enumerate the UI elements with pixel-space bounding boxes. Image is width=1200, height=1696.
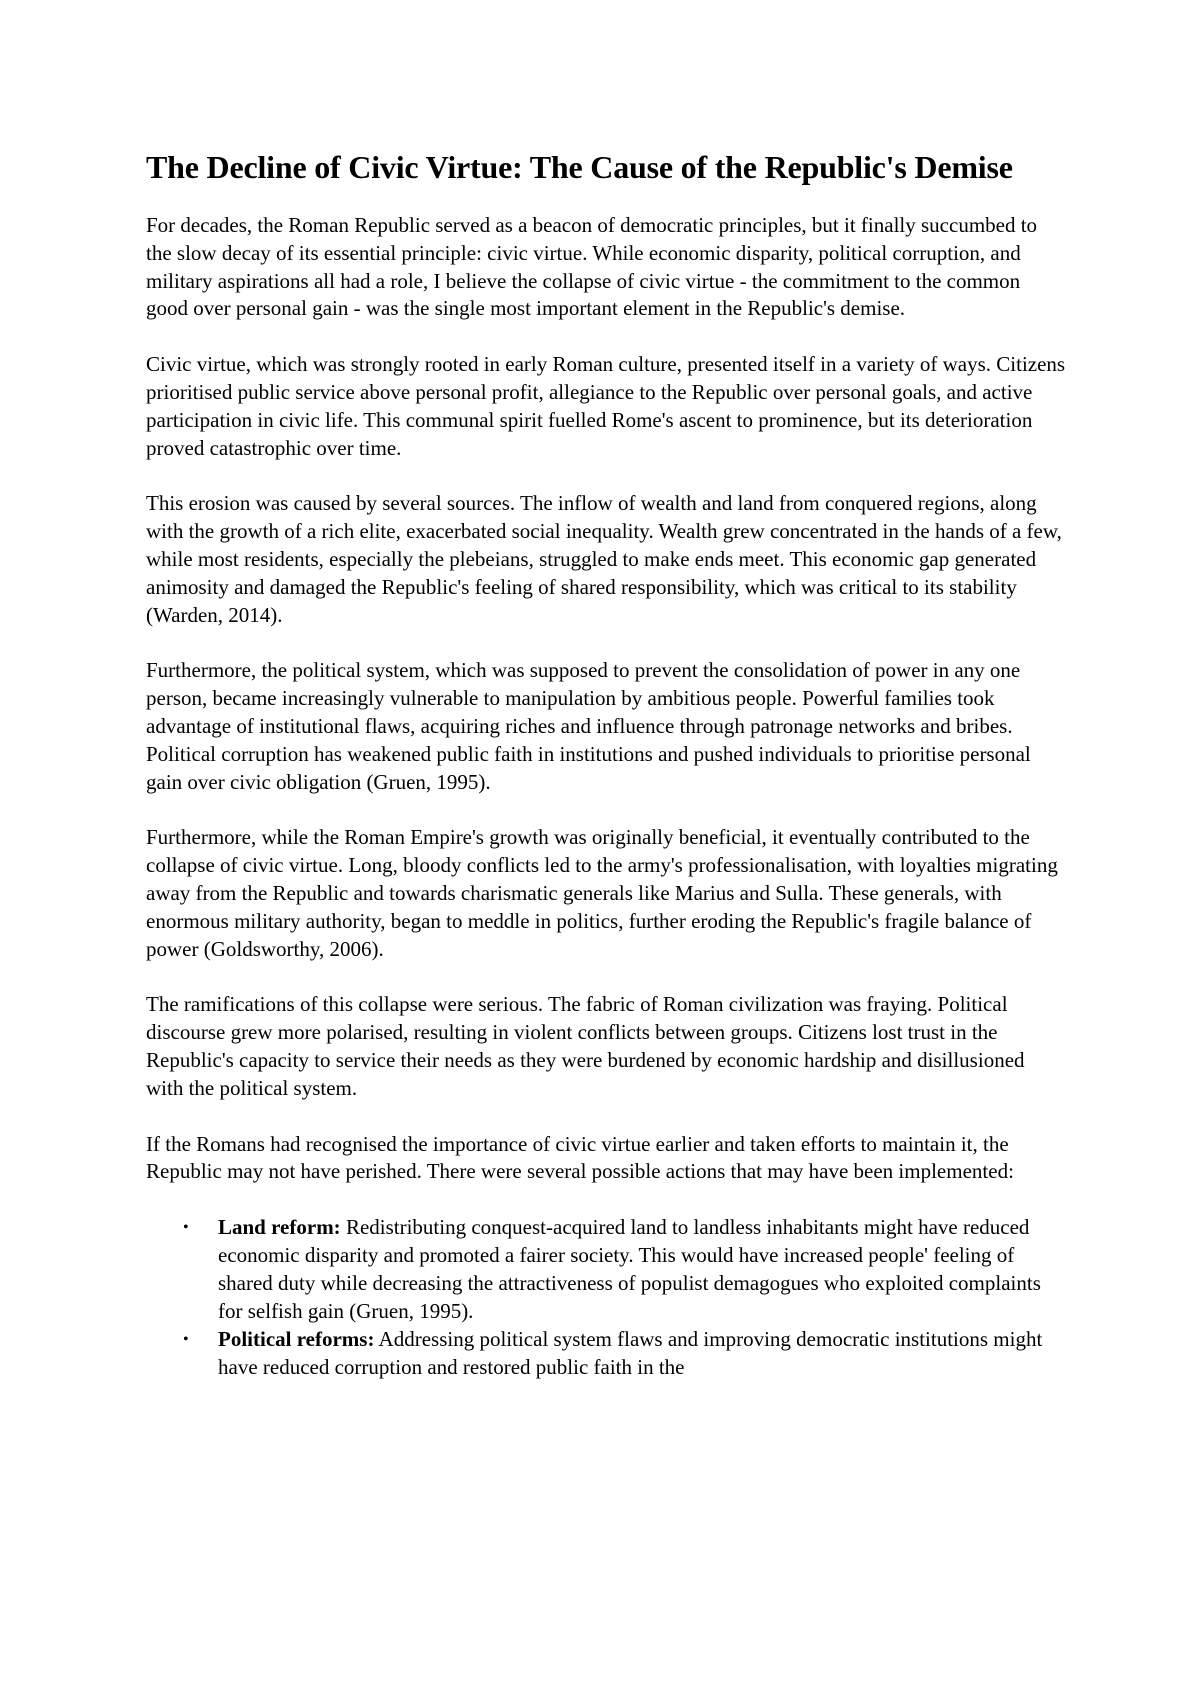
list-item-term: Land reform: <box>218 1215 341 1240</box>
list-item-text: Addressing political system flaws and improving democratic institutions might have reduced corruption and restored public faith in the <box>218 1327 1043 1380</box>
reform-list <box>146 1214 1066 1382</box>
list-item <box>183 1214 1066 1325</box>
list-item <box>183 1326 1066 1382</box>
document-title: The Decline of Civic Virtue: The Cause of the Republic's Demise <box>146 149 1013 185</box>
paragraph-possible-actions: If the Romans had recognised the importance of civic virtue earlier and taken efforts to maintain it, the Republic may not have perished. There were several possible actions that may have been implemented: <box>146 1131 1014 1184</box>
paragraph-military: Furthermore, while the Roman Empire's growth was originally beneficial, it eventually contributed to the collapse of civic virtue. Long, bloody conflicts led to the army's professionalisation, with loyalties migrating away from the Republic and towards charismatic generals like Marius and Sulla. These generals, with enormous military authority, began to meddle in politics, further eroding the Republic's fragile balance of power (Goldsworthy, 2006). <box>146 825 1058 961</box>
list-item-text: Redistributing conquest-acquired land to landless inhabitants might have reduced economic disparity and promoted a fairer society. This would have increased people' feeling of shared duty while decreasing the attractiveness of populist demagogues who exploited complaints for selfish gain (Gruen, 1995). <box>218 1215 1041 1323</box>
paragraph-ramifications: The ramifications of this collapse were serious. The fabric of Roman civilization was fraying. Political discourse grew more polarised, resulting in violent conflicts between groups. Citizens lost trust in the Republic's capacity to service their needs as they were burdened by economic hardship and disillusioned with the political system. <box>146 992 1025 1100</box>
paragraph-erosion: This erosion was caused by several sources. The inflow of wealth and land from conquered regions, along with the growth of a rich elite, exacerbated social inequality. Wealth grew concentrated in the hands of a few, while most residents, especially the plebeians, struggled to make ends meet. This economic gap generated animosity and damaged the Republic's feeling of shared responsibility, which was critical to its stability (Warden, 2014). <box>146 491 1062 627</box>
paragraph-political-system: Furthermore, the political system, which was supposed to prevent the consolidation of power in any one person, became increasingly vulnerable to manipulation by ambitious people. Powerful families took advantage of institutional flaws, acquiring riches and influence through patronage networks and bribes. Political corruption has weakened public faith in institutions and pushed individuals to prioritise personal gain over civic obligation (Gruen, 1995). <box>146 658 1031 794</box>
bullet-icon: • <box>183 1331 189 1349</box>
paragraph-intro: For decades, the Roman Republic served as a beacon of democratic principles, but it finally succumbed to the slow decay of its essential principle: civic virtue. While economic disparity, political corruption, and military aspirations all had a role, I believe the collapse of civic virtue - the commitment to the common good over personal gain - was the single most important element in the Republic's demise. <box>146 213 1038 321</box>
document-page <box>146 146 1066 1383</box>
paragraph-civic-virtue: Civic virtue, which was strongly rooted in early Roman culture, presented itself in a variety of ways. Citizens prioritised public service above personal profit, allegiance to the Republic over personal goals, and active participation in civic life. This communal spirit fuelled Rome's ascent to prominence, but its deterioration proved catastrophic over time. <box>146 352 1066 460</box>
bullet-icon: • <box>183 1219 189 1237</box>
list-item-term: Political reforms: <box>218 1327 375 1352</box>
